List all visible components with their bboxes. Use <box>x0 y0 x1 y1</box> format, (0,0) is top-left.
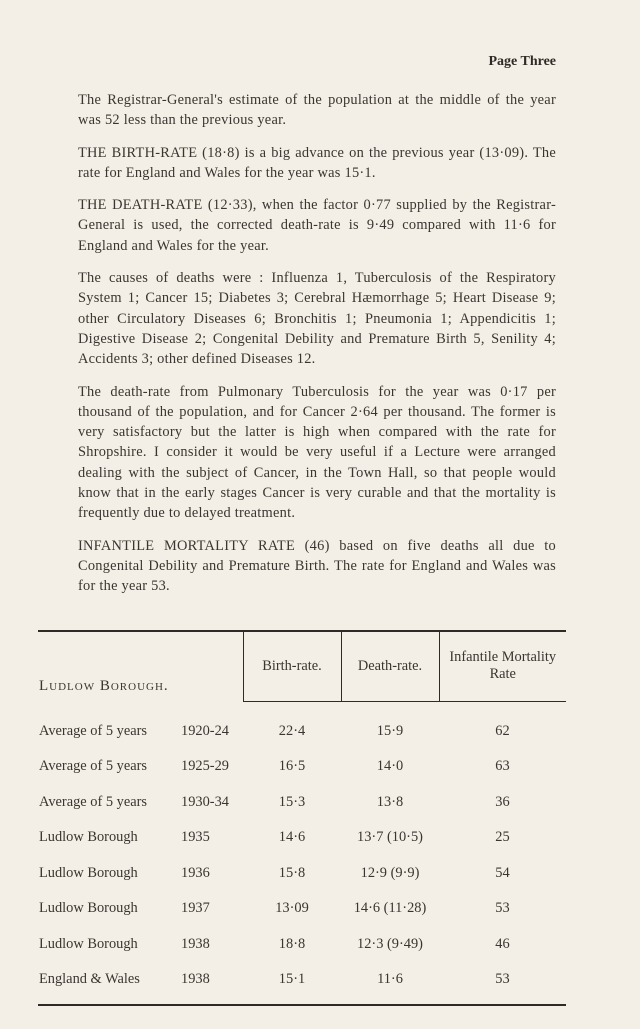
birth-rate-cell: 14·6 <box>278 829 306 846</box>
death-rate-cell: 13·7 (10·5) <box>357 829 423 846</box>
row-label: Average of 5 years 1925-29 <box>39 758 229 775</box>
table-header-birth-rate: Birth-rate. <box>243 632 341 701</box>
vital-statistics-table <box>38 632 566 998</box>
table-header-death-rate: Death-rate. <box>341 632 439 701</box>
table-row <box>38 927 566 963</box>
infantile-mortality-cell: 63 <box>495 758 510 775</box>
table-header-infantile-mortality: Infantile Mortality Rate <box>439 632 566 701</box>
table-row <box>38 749 566 785</box>
birth-rate-cell: 15·8 <box>278 864 306 881</box>
table-header-row <box>38 632 566 701</box>
paragraph-death-rate: THE DEATH-RATE (12·33), when the factor 0·77 supplied by the Registrar-General is used, the corrected death-rate is 9·49 compared with 11·6 for England and Wales for the year. <box>78 197 556 254</box>
table-row <box>38 820 566 856</box>
table-row <box>38 856 566 892</box>
row-label: Average of 5 years 1920-24 <box>39 722 229 739</box>
paragraph-infantile-mortality: INFANTILE MORTALITY RATE (46) based on five deaths all due to Congenital Debility and Premature Birth. The rate for England and Wales was for the year 53. <box>78 537 556 595</box>
table-bottom-rule <box>38 1004 566 1006</box>
death-rate-cell: 12·3 (9·49) <box>357 935 423 952</box>
death-rate-cell: 12·9 (9·9) <box>360 864 420 881</box>
paragraph-birth-rate: THE BIRTH-RATE (18·8) is a big advance on the previous year (13·09). The rate for England and Wales for the year was 15·1. <box>78 144 556 181</box>
statistics-table-container <box>38 630 566 1006</box>
row-label: Ludlow Borough 1938 <box>39 935 210 952</box>
row-label: England & Wales 1938 <box>39 971 210 988</box>
page-number: Page Three <box>488 54 556 69</box>
row-label: Ludlow Borough 1937 <box>39 900 210 917</box>
death-rate-cell: 13·8 <box>376 793 404 810</box>
row-label: Ludlow Borough 1936 <box>39 864 210 881</box>
row-label: Average of 5 years 1930-34 <box>39 793 229 810</box>
birth-rate-cell: 16·5 <box>278 758 306 775</box>
table-row <box>38 891 566 927</box>
table-row <box>38 785 566 821</box>
death-rate-cell: 14·6 (11·28) <box>353 900 427 917</box>
death-rate-cell: 11·6 <box>377 971 403 988</box>
infantile-mortality-cell: 62 <box>495 722 510 739</box>
infantile-mortality-cell: 46 <box>495 935 510 952</box>
birth-rate-cell: 15·1 <box>278 971 306 988</box>
paragraph-tuberculosis-cancer: The death-rate from Pulmonary Tuberculosis for the year was 0·17 per thousand of the population, and for Cancer 2·64 per thousand. The former is very satisfactory but the latter is high when compared with the rate for Shropshire. I consider it would be very useful if a Lecture were arranged dealing with the subject of Cancer, in the Town Hall, so that people would know that in the early stages Cancer is very curable and that the mortality is frequently due to delayed treatment. <box>78 383 556 522</box>
infantile-mortality-cell: 25 <box>495 829 510 846</box>
birth-rate-cell: 13·09 <box>275 900 309 917</box>
birth-rate-cell: 22·4 <box>278 722 306 739</box>
paragraph-causes-of-death: The causes of deaths were : Influenza 1, Tuberculosis of the Respiratory System 1; Cancer 15; Diabetes 3; Cerebral Hæmorrhage 5; Heart Disease 9; other Circulatory Diseases 6; Bronchitis 1; Pneumonia 1; Appendicitis 1; Digestive Disease 2; Congenital Debility and Premature Birth 5, Senility 4; Accidents 3; other defined Diseases 12. <box>78 270 556 368</box>
paragraph-population: The Registrar-General's estimate of the population at the middle of the year was 52 less than the previous year. <box>78 92 556 129</box>
report-body <box>78 90 556 609</box>
table-row <box>38 714 566 750</box>
birth-rate-cell: 15·3 <box>278 793 306 810</box>
birth-rate-cell: 18·8 <box>278 935 306 952</box>
table-header-area: Ludlow Borough. <box>39 678 169 694</box>
death-rate-cell: 15·9 <box>376 722 404 739</box>
infantile-mortality-cell: 36 <box>495 793 510 810</box>
row-label: Ludlow Borough 1935 <box>39 829 210 846</box>
table-row <box>38 962 566 998</box>
infantile-mortality-cell: 54 <box>495 864 510 881</box>
death-rate-cell: 14·0 <box>376 758 404 775</box>
infantile-mortality-cell: 53 <box>495 971 510 988</box>
infantile-mortality-cell: 53 <box>495 900 510 917</box>
